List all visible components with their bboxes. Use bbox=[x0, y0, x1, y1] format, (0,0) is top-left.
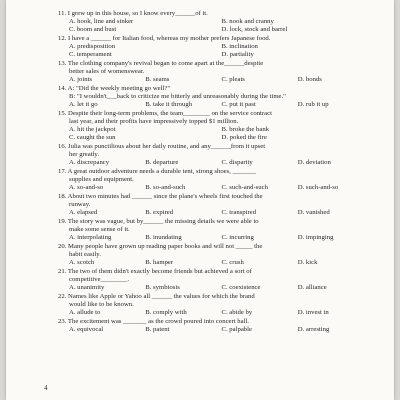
question-stem-continued: competitive________. bbox=[69, 276, 129, 283]
answer-option-a: A. predisposition bbox=[69, 43, 116, 50]
question-18 bbox=[58, 193, 374, 217]
question-19 bbox=[58, 218, 374, 242]
answer-option-a: A. let it go bbox=[69, 101, 98, 108]
question-stem: 19. The story was vague, but by______ the missing details we were able to bbox=[58, 218, 259, 225]
answer-option-c: C. such-and-such bbox=[221, 184, 268, 191]
question-stem: 13. The clothing company's revival began to come apart at the______despite bbox=[58, 60, 264, 67]
answer-option-b: B. patent bbox=[145, 326, 170, 333]
answer-option-d: D. poked the fire bbox=[221, 134, 267, 141]
answer-option-a: A. hook, line and sinker bbox=[69, 18, 134, 25]
answer-option-c: C. abide by bbox=[221, 309, 253, 316]
answer-options bbox=[58, 309, 374, 317]
answer-options bbox=[58, 284, 374, 292]
answer-option-d: D. lock, stock and barrel bbox=[221, 26, 288, 33]
answer-option-d: D. impinging bbox=[297, 234, 334, 241]
answer-option-c: C. disparity bbox=[221, 159, 253, 166]
question-stem: 17. A great outdoor adventure needs a durable tent, strong shoes, _______ bbox=[58, 168, 256, 175]
answer-option-a: A. allude to bbox=[69, 309, 101, 316]
question-stem-continued: runway. bbox=[69, 201, 91, 208]
question-stem: 16. Julia was punctilious about her daily routine, and any______from it upset bbox=[58, 143, 266, 150]
question-11 bbox=[58, 10, 374, 34]
question-13 bbox=[58, 60, 374, 84]
question-stem: 23. The excitement was _______ as the crowd poured into concert hall. bbox=[58, 318, 249, 325]
question-12 bbox=[58, 35, 374, 59]
answer-option-c: C. boom and bust bbox=[69, 26, 117, 33]
question-22 bbox=[58, 293, 374, 317]
answer-option-a: A. interpolating bbox=[69, 234, 112, 241]
question-17 bbox=[58, 168, 374, 192]
question-stem-continued: supplies and equipment. bbox=[69, 176, 134, 183]
answer-option-c: C. caught the sun bbox=[69, 134, 116, 141]
question-stem-continued: better sales of womenswear. bbox=[69, 68, 145, 75]
answer-option-b: B. inclination bbox=[221, 43, 258, 50]
answer-options bbox=[58, 234, 374, 242]
answer-option-a: A. scotch bbox=[69, 259, 95, 266]
answer-option-d: D. kick bbox=[297, 259, 318, 266]
question-stem: 11. I grew up in this house, so I know every______of it. bbox=[58, 10, 208, 17]
answer-option-c: C. put it past bbox=[221, 101, 256, 108]
answer-option-a: A. equivocal bbox=[69, 326, 104, 333]
question-stem: 18. About two minutes had ______ since the plane's wheels first touched the bbox=[58, 193, 263, 200]
question-16 bbox=[58, 143, 374, 167]
answer-options bbox=[58, 18, 374, 34]
answer-option-b: B. comply with bbox=[145, 309, 187, 316]
answer-option-d: D. deviation bbox=[297, 159, 331, 166]
answer-option-d: D. such-and-so bbox=[297, 184, 339, 191]
answer-option-d: D. bonds bbox=[297, 76, 322, 83]
question-stem-continued: last year, and their profits have impressively topped $1 million. bbox=[69, 118, 239, 125]
answer-option-d: D. arresting bbox=[297, 326, 330, 333]
question-stem-continued: would like to be known. bbox=[69, 301, 134, 308]
answer-option-b: B. broke the bank bbox=[221, 126, 270, 133]
answer-options bbox=[58, 259, 374, 267]
answer-option-a: A. elapsed bbox=[69, 209, 98, 216]
answer-options bbox=[58, 101, 374, 109]
answer-option-d: D. partiality bbox=[221, 51, 254, 58]
question-23 bbox=[58, 318, 374, 334]
question-21 bbox=[58, 268, 374, 292]
answer-options bbox=[58, 126, 374, 142]
question-stem-continued: her greatly. bbox=[69, 151, 100, 158]
answer-option-b: B. departure bbox=[145, 159, 179, 166]
question-stem: 12. I have a ______ for Italian food, whereas my mother prefers Japanese food. bbox=[58, 35, 271, 42]
answer-option-d: D. alliance bbox=[297, 284, 327, 291]
answer-option-a: A. so-and-so bbox=[69, 184, 104, 191]
answer-option-b: B. expired bbox=[145, 209, 174, 216]
question-stem-continued: habit easily. bbox=[69, 251, 101, 258]
answer-option-b: B. so-and-such bbox=[145, 184, 186, 191]
question-stem: 15. Despite their long-term problems, the team________ on the service contract bbox=[58, 110, 272, 117]
answer-option-b: B. symbiosis bbox=[145, 284, 180, 291]
question-20 bbox=[58, 243, 374, 267]
answer-option-c: C. coexistence bbox=[221, 284, 261, 291]
answer-option-d: D. rub it up bbox=[297, 101, 329, 108]
page-number: 4 bbox=[44, 384, 48, 392]
answer-options bbox=[58, 76, 374, 84]
answer-option-b: B. take it through bbox=[145, 101, 193, 108]
question-stem: 22. Names like Apple or Yahoo all ______ the values for which the brand bbox=[58, 293, 255, 300]
answer-option-d: D. invest in bbox=[297, 309, 329, 316]
answer-option-c: C. pleats bbox=[221, 76, 245, 83]
answer-options bbox=[58, 43, 374, 59]
answer-option-a: A. hit the jackpot bbox=[69, 126, 116, 133]
question-stem: 20. Many people have grown up reading paper books and will not _____ the bbox=[58, 243, 263, 250]
question-stem-continued: make some sense of it. bbox=[69, 226, 130, 233]
answer-option-c: C. crush bbox=[221, 259, 244, 266]
question-stem-continued: B: "I wouldn't___back to criticize me bitterly and unreasonably during the time." bbox=[69, 93, 286, 100]
answer-options bbox=[58, 159, 374, 167]
answer-option-b: B. hamper bbox=[145, 259, 174, 266]
question-stem: 21. The two of them didn't exactly become friends but achieved a sort of bbox=[58, 268, 252, 275]
answer-option-c: C. incurring bbox=[221, 234, 254, 241]
answer-option-b: B. inundating bbox=[145, 234, 182, 241]
document-page bbox=[6, 0, 394, 400]
question-14 bbox=[58, 85, 374, 109]
question-list bbox=[58, 10, 374, 335]
answer-option-c: C. palpable bbox=[221, 326, 252, 333]
answer-option-b: B. nook and cranny bbox=[221, 18, 274, 25]
answer-options bbox=[58, 326, 374, 334]
answer-options bbox=[58, 184, 374, 192]
answer-option-c: C. temperament bbox=[69, 51, 112, 58]
answer-option-c: C. transpired bbox=[221, 209, 257, 216]
answer-option-a: A. joints bbox=[69, 76, 93, 83]
question-stem: 14. A: "Did the weekly meeting go well?" bbox=[58, 85, 171, 92]
question-15 bbox=[58, 110, 374, 142]
answer-option-a: A. unanimity bbox=[69, 284, 105, 291]
answer-option-d: D. vanished bbox=[297, 209, 330, 216]
answer-options bbox=[58, 209, 374, 217]
answer-option-b: B. seams bbox=[145, 76, 170, 83]
answer-option-a: A. discrepancy bbox=[69, 159, 110, 166]
